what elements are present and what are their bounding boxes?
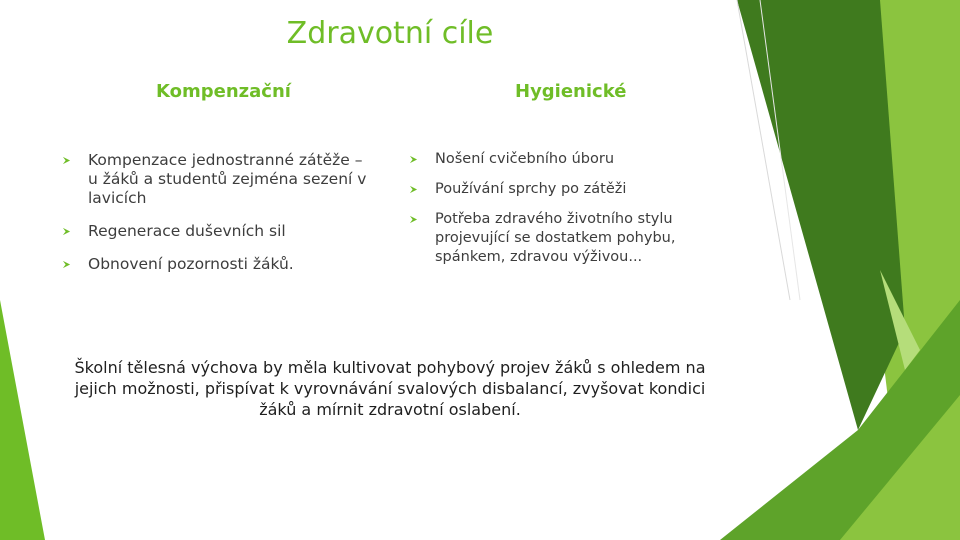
facet-dark-right — [737, 0, 905, 430]
arrowhead-bullet-icon — [62, 260, 71, 269]
list-item — [62, 255, 372, 274]
facet-left-bottom — [0, 300, 45, 540]
list-item-text: Regenerace duševních sil — [88, 222, 286, 240]
list-item-text: Obnovení pozornosti žáků. — [88, 255, 294, 273]
arrowhead-bullet-icon — [409, 215, 418, 224]
arrowhead-bullet-icon — [409, 185, 418, 194]
column-heading-kompenzacni: Kompenzační — [156, 81, 291, 102]
list-item-text: Kompenzace jednostranné zátěže – u žáků a studentů zejména sezení v lavicích — [88, 151, 367, 207]
list-item-text: Nošení cvičebního úboru — [435, 151, 615, 167]
arrowhead-bullet-icon — [62, 156, 71, 165]
list-item — [62, 151, 372, 208]
list-item-text: Potřeba zdravého životního stylu projevující se dostatkem pohybu, spánkem, zdravou výživou... — [435, 211, 676, 265]
column-heading-hygienicke: Hygienické — [515, 81, 627, 102]
list-item — [409, 150, 729, 169]
slide-title: Zdravotní cíle — [286, 16, 494, 51]
bullet-list-kompenzacni — [62, 151, 372, 288]
arrowhead-bullet-icon — [62, 227, 71, 236]
arrowhead-bullet-icon — [409, 155, 418, 164]
list-item — [62, 222, 372, 241]
summary-paragraph: Školní tělesná výchova by měla kultivovat pohybový projev žáků s ohledem na jejich možnosti, přispívat k vyrovnávání svalových disbalancí, zvyšovat kondici žáků a mírnit zdravotní oslabení. — [74, 358, 706, 419]
list-item — [409, 210, 729, 267]
bullet-list-hygienicke — [409, 150, 729, 278]
list-item-text: Používání sprchy po zátěži — [435, 181, 627, 197]
list-item — [409, 180, 729, 199]
